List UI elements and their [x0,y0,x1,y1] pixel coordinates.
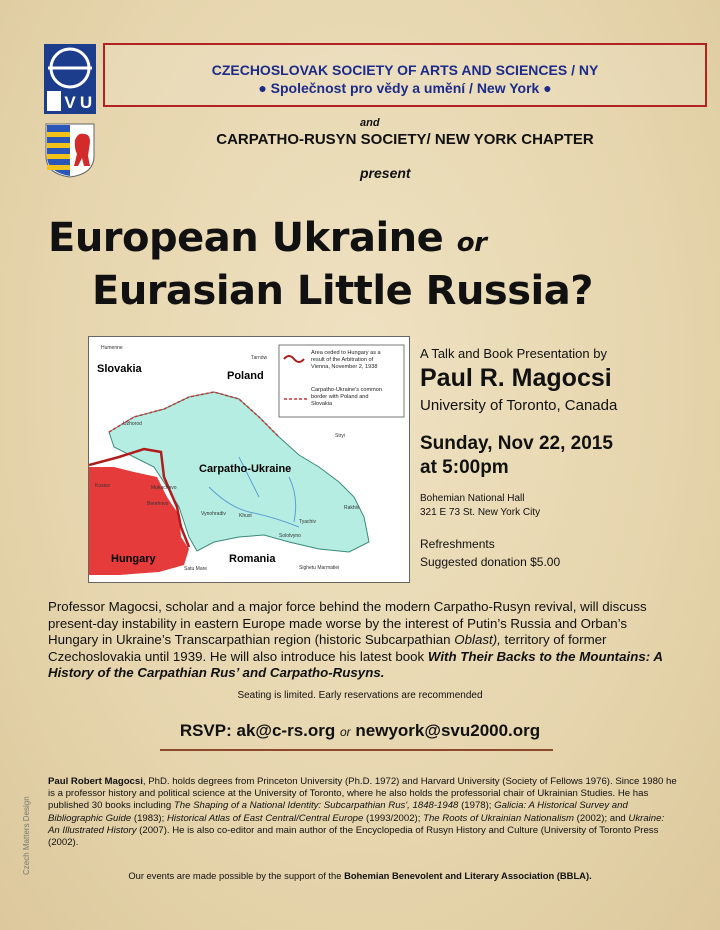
bio-text: (1983); [131,812,167,824]
desc-text-2: territory of former Czechoslovakia until 1939. He will also introduce his latest book [48,632,607,664]
map-legend-1: Area ceded to Hungary as a result of the Arbitration of Vienna, November 2, 1938 [311,350,381,370]
map-city: Sighetu Marmatiei [299,565,340,571]
rsvp-or: or [340,725,351,739]
map-city: Tarnów [251,355,268,361]
map-city: Khust [239,513,252,519]
bio-book: Galicia: A Historical Survey and Bibliographic Guide [48,800,628,824]
map-legend-2: Carpatho-Ukraine's common border with Poland and Slovakia [311,387,383,407]
map-city: Satu Mare [184,566,208,572]
event-description [48,599,676,682]
speaker-bio [48,776,678,849]
region-map [88,336,410,583]
bio-text: (1993/2002); [363,812,424,824]
bio-text: (2002); and [574,812,629,824]
rsvp-line [0,721,720,741]
bio-name: Paul Robert Magocsi [48,776,143,787]
map-city: Tyachiv [299,519,316,525]
present-label: present [360,165,411,181]
map-city: Solotvyno [279,533,301,539]
sponsor-org: Bohemian Benevolent and Literary Association (BBLA). [344,870,592,881]
map-label-hungary: Hungary [111,553,156,565]
refreshments-info [420,535,560,571]
bio-text: , PhD. holds degrees from Princeton University (Ph.D. 1972) and Harvard University (Society of Fellows 1976). Since 1980 he is a professor history and political science at the University of Toronto, where he also holds the professorial chair of Ukrainian Studies. He has published 30 books including [48,776,677,812]
sponsor-note [0,870,720,881]
map-label-carpatho: Carpatho-Ukraine [199,463,292,475]
org-name-crs: CARPATHO-RUSYN SOCIETY/ NEW YORK CHAPTER [216,131,594,148]
svu-letter-v: V [64,93,76,112]
sponsor-text: Our events are made possible by the support of the [128,870,345,881]
org-name-cz: ● Společnost pro vědy a umění / New York ● [258,80,552,96]
map-label-slovakia: Slovakia [97,363,142,375]
rsvp-underline [160,749,553,751]
rsvp-email-2[interactable]: newyork@svu2000.org [350,721,541,740]
map-label-poland: Poland [227,370,264,382]
bio-book: The Roots of Ukrainian Nationalism [423,812,574,824]
desc-text-1: Professor Magocsi, scholar and a major force behind the modern Carpatho-Rusyn revival, will discuss present-day instability in eastern Europe made worse by the interest of Putin’s Russia and Orban’s Hungary in Ukraine’s Transcarpathian region (historic Subcarpathian [48,599,647,648]
venue [420,492,540,520]
bio-book: Historical Atlas of East Central/Central Europe [166,812,364,824]
event-title-line2: Eurasian Little Russia? [92,268,593,314]
svu-letter-u: U [79,93,93,112]
desc-oblast: Oblast), [454,632,501,648]
venue-name: Bohemian National Hall [420,493,525,504]
event-date: Sunday, Nov 22, 2015 [420,433,613,454]
design-credit: Czech Matters Design [22,796,31,875]
map-city: Rakhiv [344,505,360,511]
title-part-a: European Ukraine [48,215,457,261]
map-city: Berehovo [147,501,169,507]
event-time: at 5:00pm [420,457,509,478]
and-label: and [360,117,380,129]
bio-book: The Shaping of a National Identity: Subcarpathian Rus', 1848-1948 [173,800,459,812]
rsvp-email-1[interactable]: RSVP: ak@c-rs.org [179,721,340,740]
bio-text: (2007). He is also co-editor and main author of the Encyclopedia of Rusyn History and Culture (University of Toronto Press (2002). [48,824,659,849]
map-label-romania: Romania [229,553,276,565]
org-name-en: CZECHOSLOVAK SOCIETY OF ARTS AND SCIENCES / NY [211,62,599,78]
bio-book: Ukraine: An Illustrated History [48,812,665,836]
svu-logo [44,44,96,114]
donation-label: Suggested donation $5.00 [420,555,561,569]
bio-text: (1978); [458,800,495,812]
talk-subtitle: A Talk and Book Presentation by [420,346,607,361]
refreshments-label: Refreshments [420,537,495,551]
carpatho-rusyn-crest-icon [44,122,96,178]
map-city: Humenne [101,345,123,351]
map-city: Stryi [335,433,345,439]
venue-address: 321 E 73 St. New York City [420,507,541,518]
event-datetime [420,432,613,480]
title-or: or [456,228,487,258]
map-city: Uzhorod [123,421,142,427]
speaker-affiliation: University of Toronto, Canada [420,397,618,414]
seating-note: Seating is limited. Early reservations are recommended [237,690,483,701]
speaker-name: Paul R. Magocsi [420,364,612,392]
map-city: Kosice [95,483,111,489]
map-city: Mukachevo [151,485,177,491]
event-title-line1 [48,215,486,261]
desc-book-title: With Their Backs to the Mountains: A History of the Carpathian Rus’ and Carpatho-Rusyns. [48,648,663,681]
map-city: Vynohradiv [201,511,226,517]
